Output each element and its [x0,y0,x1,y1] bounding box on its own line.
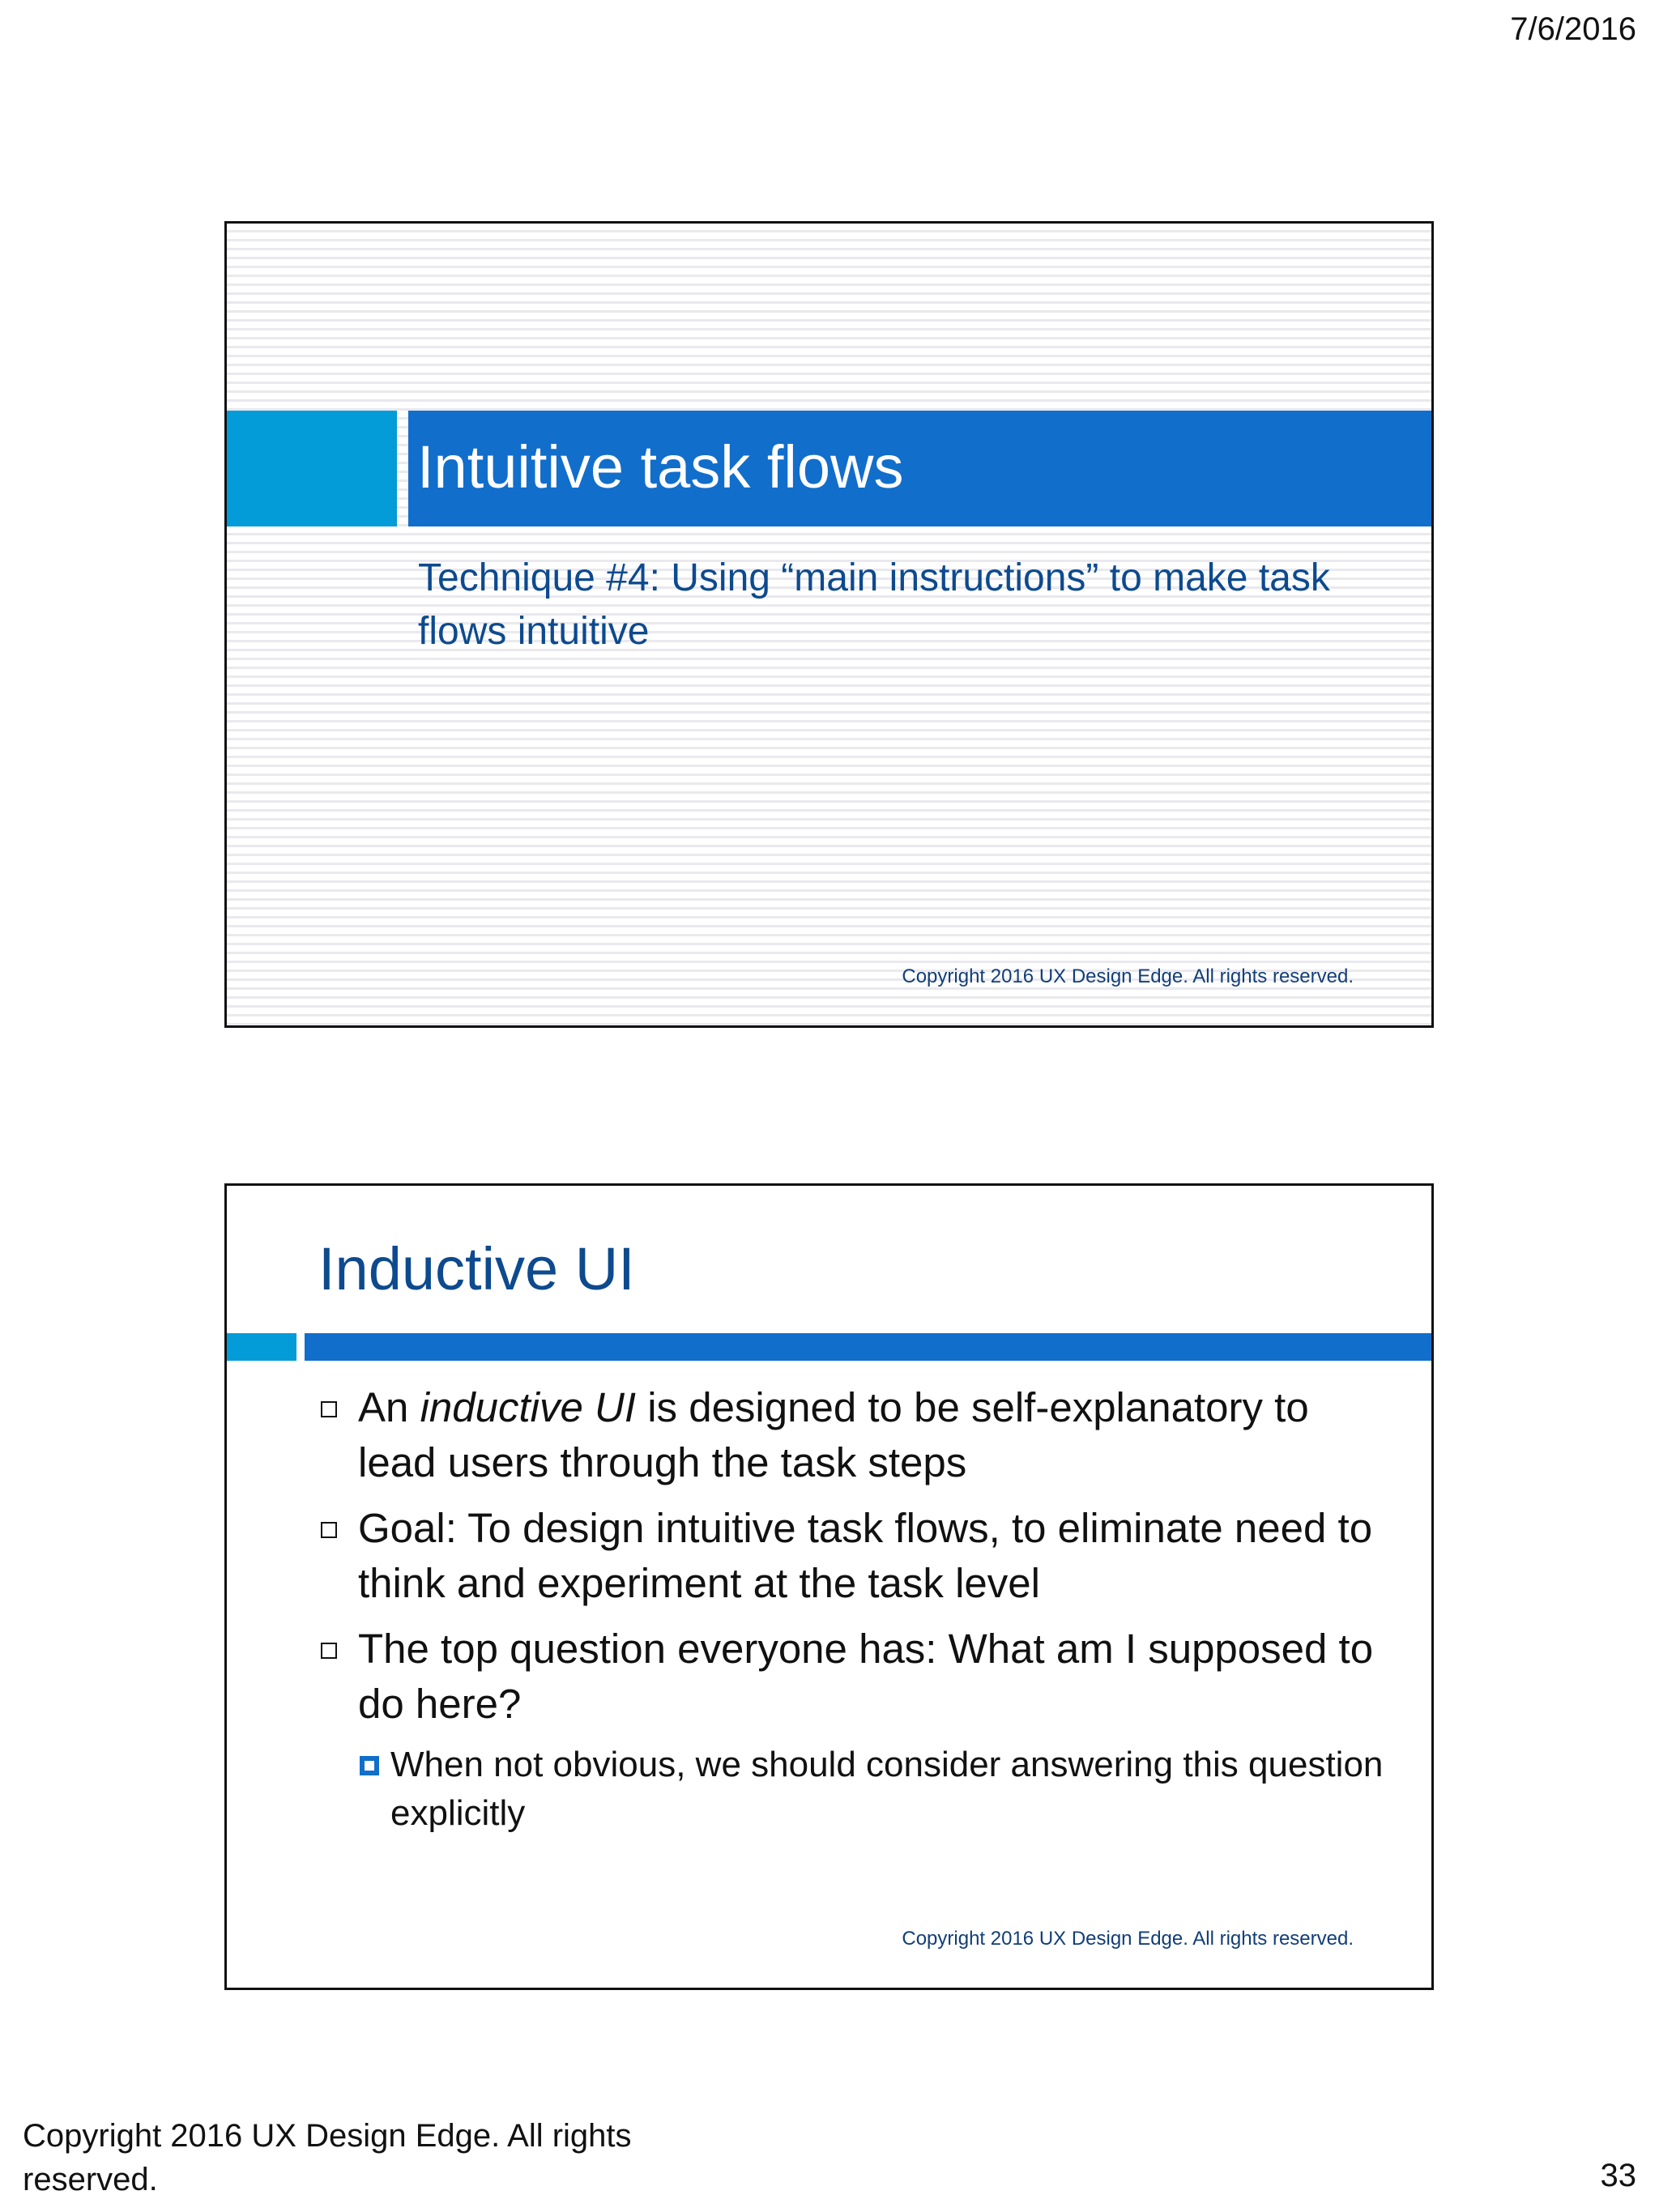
slide-title: Intuitive task flows [417,433,904,501]
square-bullet-icon [321,1522,337,1538]
bullet-item [316,1501,1385,1611]
sub-bullet-item [358,1741,1385,1838]
page-date: 7/6/2016 [1510,11,1636,47]
slide-copyright: Copyright 2016 UX Design Edge. All rights reserved. [902,965,1354,987]
slide-subtitle: Technique #4: Using “main instructions” to make task flows intuitive [418,556,1330,653]
slide-thumbnail-1 [224,221,1434,1028]
square-bullet-icon [321,1401,337,1417]
bullet-item [316,1622,1385,1732]
slide-title: Inductive UI [318,1235,635,1302]
bullet-text-emphasis: inductive UI [420,1384,637,1430]
slide-copyright: Copyright 2016 UX Design Edge. All rights reserved. [902,1928,1354,1950]
filled-square-bullet-icon [360,1756,379,1775]
slide-thumbnail-2 [224,1183,1434,1990]
bullet-text-suffix: is designed to be self-explanatory to lead users through the task steps [358,1384,1309,1485]
title-underline-bar [305,1333,1431,1361]
page-number: 33 [1600,2158,1636,2193]
sub-bullet-text: When not obvious, we should consider answering this question explicitly [390,1745,1384,1833]
square-bullet-icon [321,1643,337,1659]
bullet-item [316,1380,1385,1490]
accent-bar-light [227,411,397,526]
footer-copyright: Copyright 2016 UX Design Edge. All rights reserved. [23,2118,632,2197]
bullet-text: Goal: To design intuitive task flows, to eliminate need to think and experiment at the task level [358,1505,1373,1606]
accent-bar-light [227,1333,296,1361]
bullet-text: The top question everyone has: What am I supposed to do here? [358,1626,1374,1727]
bullet-list [316,1380,1385,1838]
bullet-text-prefix: An [358,1384,420,1430]
